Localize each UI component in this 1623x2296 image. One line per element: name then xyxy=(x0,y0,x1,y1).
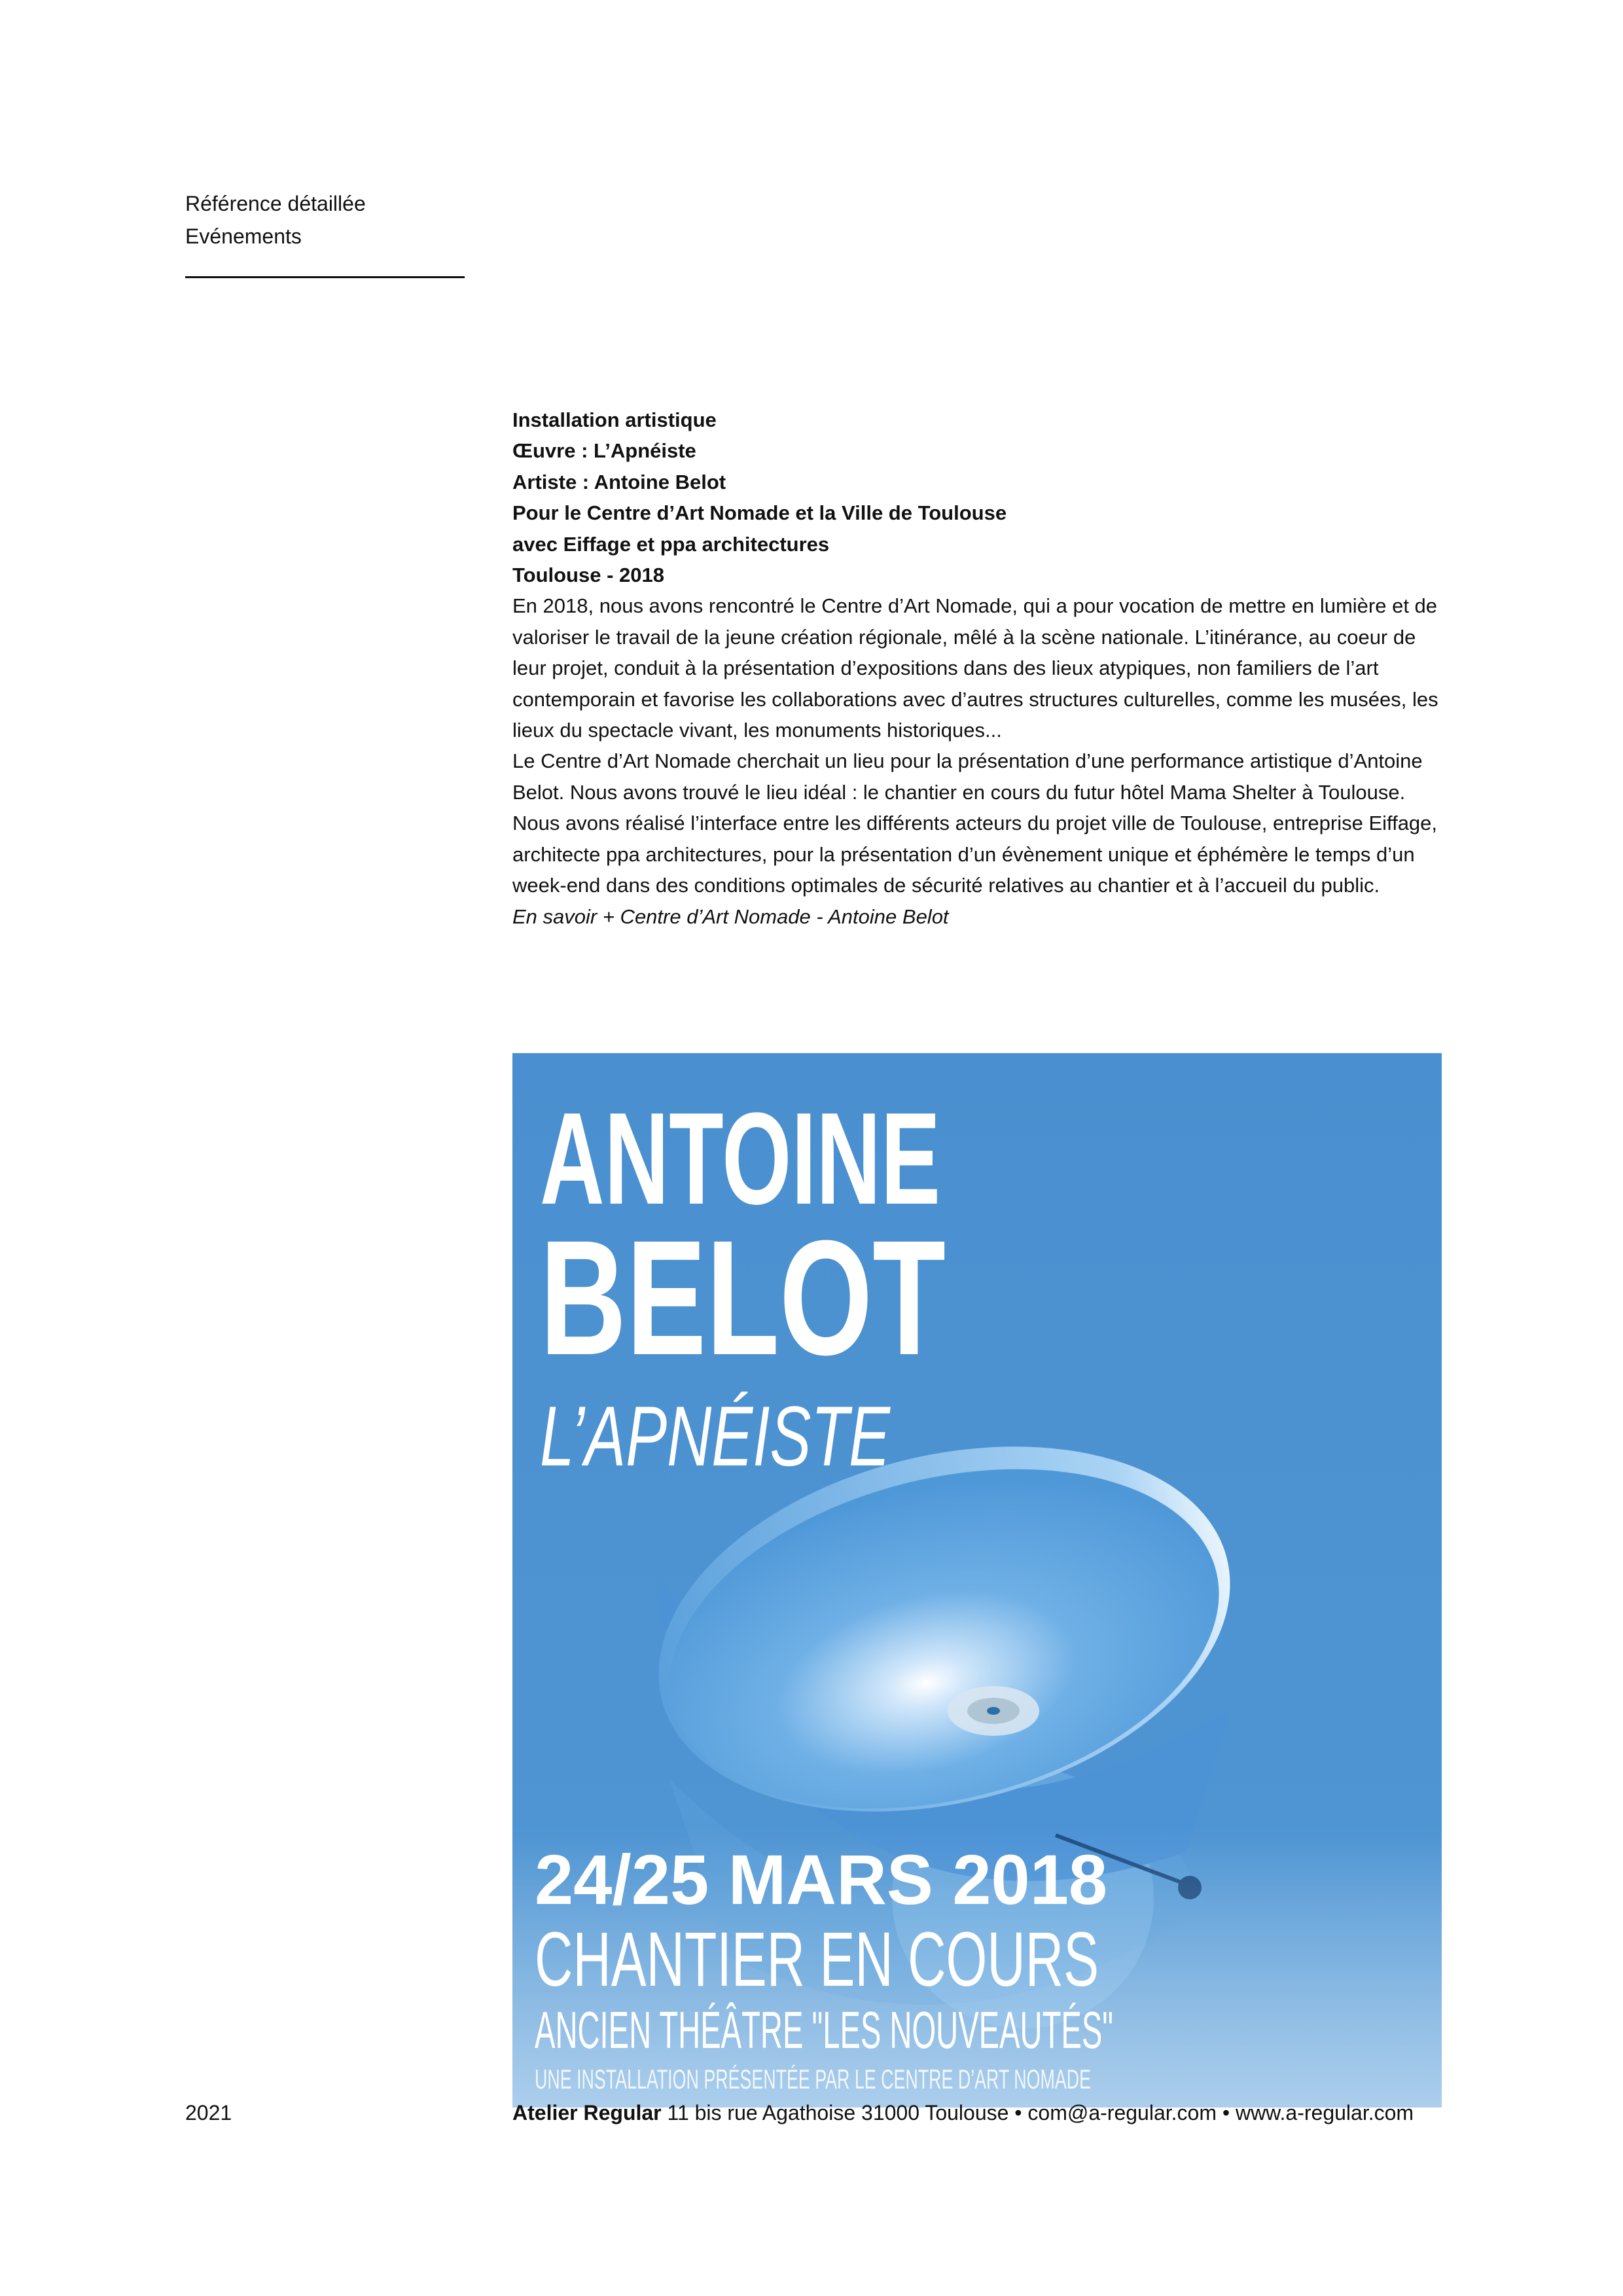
header-subcategory: Evénements xyxy=(185,224,302,248)
poster-work-title: L’APNÉISTE xyxy=(540,1388,891,1484)
project-client: Pour le Centre d’Art Nomade et la Ville de Toulouse xyxy=(512,501,1007,525)
poster-artwork xyxy=(512,1053,1442,2108)
project-paragraph-1: En 2018, nous avons rencontré le Centre d’Art Nomade, qui a pour vocation de mettre en lumière et de valoriser le travail de la jeune création régionale, mêlé à la scène nationale. L’itinérance, au coeur de leur projet, conduit à la présentation d’expositions dans des lieux atypiques, non familiers de l’art contemporain et favorise les collaborations avec d’autres structures culturelles, comme les musées, les lieux du spectacle vivant, les monuments historiques... xyxy=(512,594,1438,742)
poster-artist-first-name: ANTOINE xyxy=(540,1086,940,1232)
footer-studio-name: Atelier Regular xyxy=(512,2101,662,2125)
project-artist: Artiste : Antoine Belot xyxy=(512,470,726,493)
event-poster xyxy=(512,1053,1442,2108)
project-partners: avec Eiffage et ppa architectures xyxy=(512,532,830,556)
header-category: Référence détaillée xyxy=(185,192,366,215)
footer-contact-line xyxy=(512,2100,1442,2126)
more-info-link[interactable]: En savoir + Centre d’Art Nomade - Antoine Belot xyxy=(512,905,949,928)
project-work: Œuvre : L’Apnéiste xyxy=(512,439,696,463)
poster-credit: UNE INSTALLATION PRÉSENTÉE PAR LE CENTRE D’ART NOMADE xyxy=(535,2064,1091,2094)
project-place-year: Toulouse - 2018 xyxy=(512,564,664,587)
project-paragraph-2: Le Centre d’Art Nomade cherchait un lieu pour la présentation d’une performance artistique d’Antoine Belot. Nous avons trouvé le lieu idéal : le chantier en cours du futur hôtel Mama Shelter à Toulouse. Nous avons réalisé l’interface entre les différents acteurs du projet ville de Toulouse, entreprise Eiffage, architecte ppa architectures, pour la présentation d’un évènement unique et éphémère le temps d’un week-end dans des conditions optimales de sécurité relatives au chantier et à l’accueil du public. xyxy=(512,749,1438,897)
page-header xyxy=(185,187,366,253)
poster-venue: CHANTIER EN COURS xyxy=(535,1916,1099,2003)
poster-artist-last-name: BELOT xyxy=(540,1206,946,1389)
footer-year: 2021 xyxy=(185,2101,232,2125)
poster-location: ANCIEN THÉÂTRE "LES NOUVEAUTÉS" xyxy=(535,2001,1113,2059)
project-description xyxy=(512,404,1442,932)
footer-contact: 11 bis rue Agathoise 31000 Toulouse • com@a-regular.com • www.a-regular.com xyxy=(661,2101,1414,2125)
project-type: Installation artistique xyxy=(512,408,717,431)
header-divider xyxy=(185,276,465,278)
poster-dates: 24/25 MARS 2018 xyxy=(535,1840,1107,1919)
